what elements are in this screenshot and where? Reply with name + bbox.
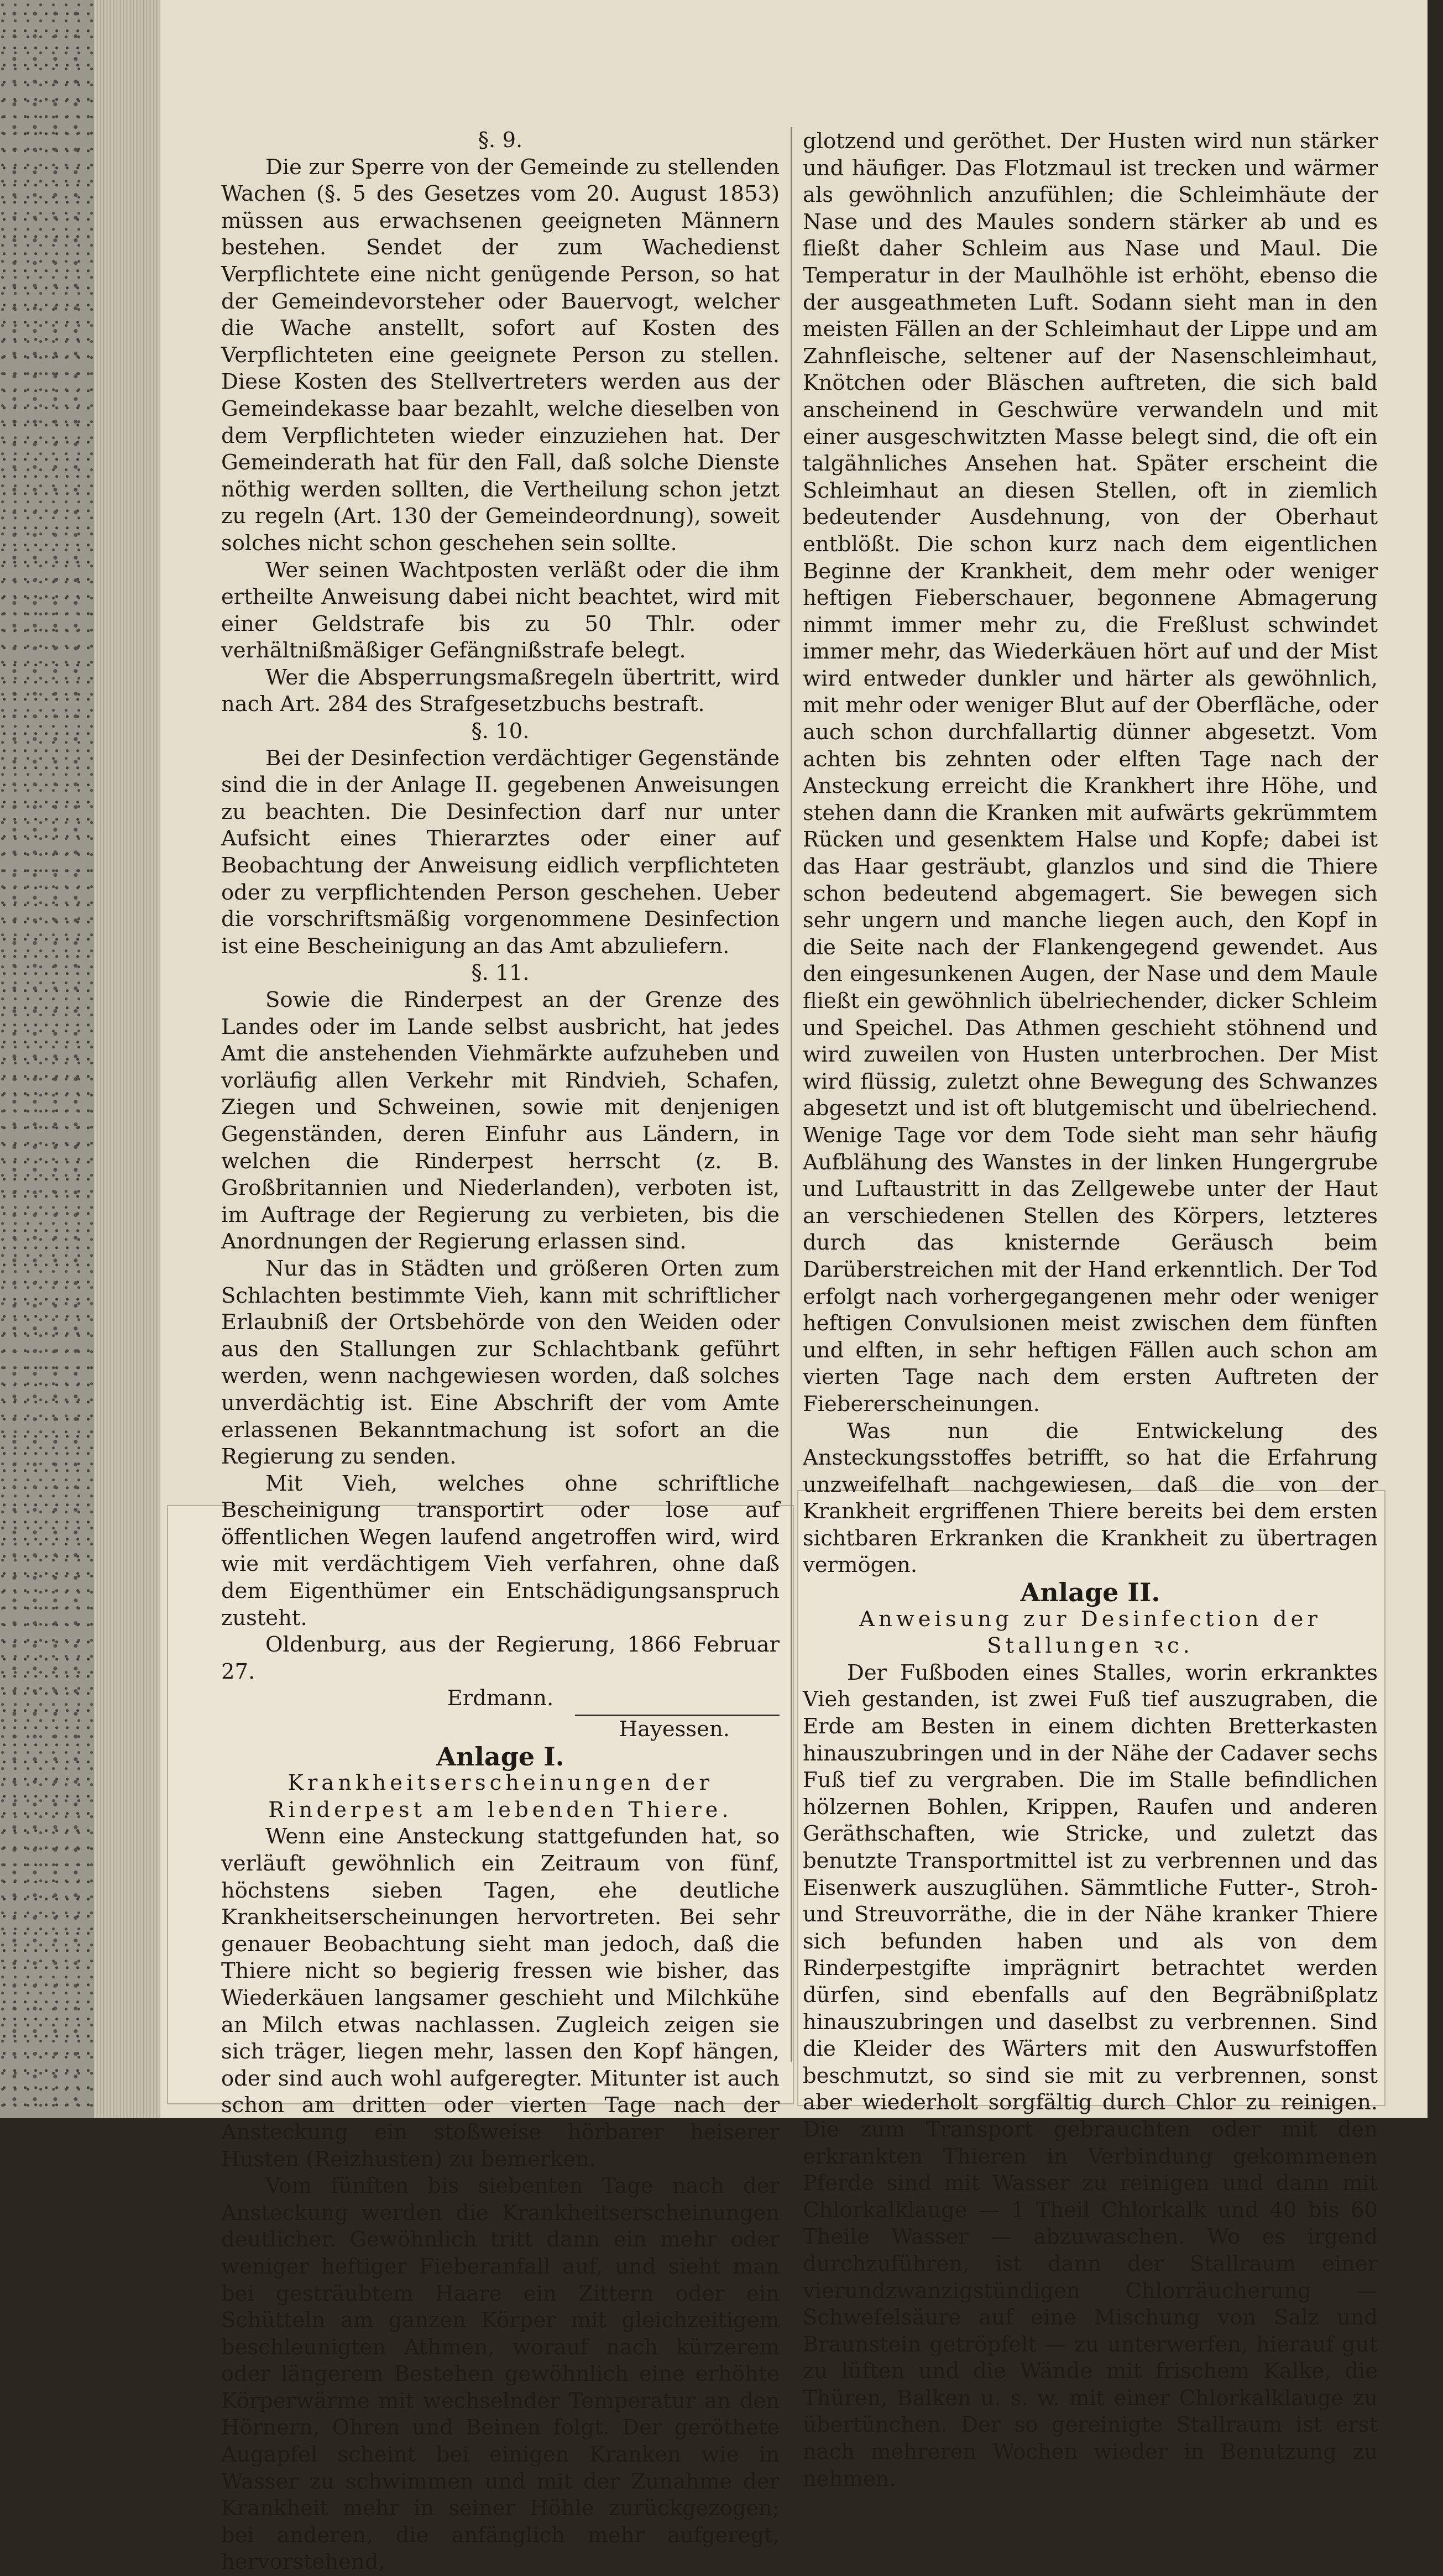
signature-erdmann: Erdmann. [447,1686,554,1711]
section-9-heading: §. 9. [478,128,523,153]
right-column [803,128,1378,2493]
column-divider [791,127,792,2062]
anlage-1-subtitle: Krankheitserscheinungen der Rinderpest am lebenden Thiere. [268,1770,733,1822]
section-11-paragraph: Sowie die Rinderpest an der Grenze des Landes oder im Lande selbst ausbricht, hat jedes Amt die anstehenden Viehmärkte aufzuheben und vorläufig allen Verkehr mit Rindvieh, Schafen, Ziegen und Schweinen, sowie mit denjenigen Gegenständen, deren Einfuhr aus Ländern, in welchen die Rinderpest herrscht (z. B. Großbritannien und Niederlanden), verboten ist, im Auftrage der Regierung zu verbieten, bis die Anordnungen der Regierung erlassen sind. [221,987,780,1255]
book-cover-edge [0,0,94,2118]
dateline: Oldenburg, aus der Regierung, 1866 Februar 27. [221,1632,780,1684]
section-11-paragraph: Nur das in Städten und größeren Orten zum Schlachten bestimmte Vieh, kann mit schriftlicher Erlaubniß der Ortsbehörde von den Weiden oder aus den Stallungen zur Schlachtbank geführt werden, wenn nachgewiesen worden, daß solches unverdächtig ist. Eine Abschrift der vom Amte erlassenen Bekanntmachung ist sofort an die Regierung zu senden. [221,1256,780,1470]
section-10-paragraph: Bei der Desinfection verdächtiger Gegenstände sind die in der Anlage II. gegebenen Anweisungen zu beachten. Die Desinfection darf nur unter Aufsicht eines Thierarztes oder einer auf Beobachtung der Anweisung eidlich verpflichteten oder zu verpflichtenden Person geschehen. Ueber die vorschriftsmäßig vorgenommene Desinfection ist eine Bescheinigung an das Amt abzuliefern. [221,745,780,959]
anlage-2-subtitle: Anweisung zur Desinfection der Stallungen ꝛc. [859,1606,1321,1659]
section-11-heading: §. 11. [471,960,530,986]
page-stack-edge [94,0,160,2118]
anlage-1-paragraph: Wenn eine Ansteckung stattgefunden hat, so verläuft gewöhnlich ein Zeitraum von fünf, höchstens sieben Tagen, ehe deutliche Krankheitserscheinungen hervortreten. Bei sehr genauer Beobachtung sieht man jedoch, daß die Thiere nicht so begierig fressen wie bisher, das Wiederkäuen langsamer geschieht und Milchkühe an Milch etwas nachlassen. Zugleich zeigen sie sich träger, liegen mehr, lassen den Kopf hängen, oder sind auch wohl aufgeregter. Mitunter ist auch schon am dritten oder vierten Tage nach der Ansteckung ein stoßweise hörbarer heiserer Husten (Reizhusten) zu bemerken. [221,1824,780,2172]
left-column [221,127,780,2576]
section-9-paragraph: Die zur Sperre von der Gemeinde zu stellenden Wachen (§. 5 des Gesetzes vom 20. August 1853) müssen aus erwachsenen geeigneten Männern bestehen. Sendet der zum Wachedienst Verpflichtete eine nicht genügende Person, so hat der Gemeindevorsteher oder Bauervogt, welcher die Wache anstellt, sofort auf Kosten des Verpflichteten eine geeignete Person zu stellen. Diese Kosten des Stellvertreters werden aus der Gemeindekasse baar bezahlt, welche dieselben von dem Verpflichteten wieder einzuziehen hat. Der Gemeinderath hat für den Fall, daß solche Dienste nöthig werden sollten, die Vertheilung schon jetzt zu regeln (Art. 130 der Gemeindeordnung), soweit solches nicht schon geschehen sein sollte. [221,154,780,556]
anlage-1-title: Anlage I. [436,1741,564,1772]
dark-margin [1428,0,1443,2118]
anlage-1-paragraph: Was nun die Entwickelung des Ansteckungsstoffes betrifft, so hat die Erfahrung unzweifelhaft nachgewiesen, daß die von der Krankheit ergriffenen Thiere bereits bei dem ersten sichtbaren Erkranken die Krankheit zu übertragen vermögen. [803,1418,1378,1578]
section-10-heading: §. 10. [471,719,530,744]
anlage-1-paragraph: Vom fünften bis siebenten Tage nach der Ansteckung werden die Krankheitserscheinungen deutlicher. Gewöhnlich tritt dann ein mehr oder weniger heftiger Fieberanfall auf, und sieht man bei gesträubtem Haare ein Zittern oder ein Schütteln am ganzen Körper mit gleichzeitigem beschleunigten Athmen, worauf nach kürzerem oder längerem Bestehen gewöhnlich eine erhöhte Körperwärme mit wechselnder Temperatur an den Hörnern, Ohren und Beinen folgt. Der geröthete Augapfel scheint bei einigen Kranken wie in Wasser zu schwimmen und mit der Zunahme der Krankheit mehr in seiner Höhle zurückgezogen; bei anderen, die anfänglich mehr aufgeregt, hervorstehend, [221,2173,780,2575]
anlage-1-continuation: glotzend und geröthet. Der Husten wird nun stärker und häufiger. Das Flotzmaul ist trecken und wärmer als gewöhnlich anzufühlen; die Schleimhäute der Nase und des Maules sondern stärker ab und es fließt daher Schleim aus Nase und Maul. Die Temperatur in der Maulhöhle ist erhöht, ebenso die der ausgeathmeten Luft. Sodann sieht man in den meisten Fällen an der Schleimhaut der Lippe und am Zahnfleische, seltener auf der Nasenschleimhaut, Knötchen oder Bläschen auftreten, die sich bald anscheinend in Geschwüre verwandeln und mit einer ausgeschwitzten Masse belegt sind, die oft ein talgähnliches Ansehen hat. Später erscheint die Schleimhaut an diesen Stellen, oft in ziemlich bedeutender Ausdehnung, von der Oberhaut entblößt. Die schon kurz nach dem eigentlichen Beginne der Krankheit, dem mehr oder weniger heftigen Fieberschauer, begonnene Abmagerung nimmt immer mehr zu, die Freßlust schwindet immer mehr, das Wiederkäuen hört auf und der Mist wird entweder dunkler und härter als gewöhnlich, mit mehr oder weniger Blut auf der Oberfläche, oder auch schon durchfallartig dünner abgesetzt. Vom achten bis zehnten oder elften Tage nach der Ansteckung erreicht die Krankhert ihre Höhe, und stehen dann die Kranken mit aufwärts gekrümmtem Rücken und gesenktem Halse und Kopfe; dabei ist das Haar gesträubt, glanzlos und sind die Thiere schon bedeutend abgemagert. Sie bewegen sich sehr ungern und manche liegen auch, den Kopf in die Seite nach der Flankengegend gewendet. Aus den eingesunkenen Augen, der Nase und dem Maule fließt ein gewöhnlich übelriechender, dicker Schleim und Speichel. Das Athmen geschieht stöhnend und wird zuweilen von Husten unterbrochen. Der Mist wird flüssig, zuletzt ohne Bewegung des Schwanzes abgesetzt und ist oft blutgemischt und übelriechend. Wenige Tage vor dem Tode sieht man sehr häufig Aufblähung des Wanstes in der linken Hungergrube und Luftaustritt in das Zellgewebe unter der Haut an verschiedenen Stellen des Körpers, letzteres durch das knisternde Geräusch beim Darüberstreichen mit der Hand erkenntlich. Der Tod erfolgt nach vorhergegangenen mehr oder weniger heftigen Convulsionen meist zwischen dem fünften und elften, in sehr heftigen Fällen auch schon am vierten Tage nach dem ersten Auftreten der Fiebererscheinungen. [803,129,1378,1417]
section-9-paragraph: Wer seinen Wachtposten verläßt oder die ihm ertheilte Anweisung dabei nicht beachtet, wird mit einer Geldstrafe bis zu 50 Thlr. oder verhältnißmäßiger Gefängnißstrafe belegt. [221,557,780,663]
section-9-paragraph: Wer die Absperrungsmaßregeln übertritt, wird nach Art. 284 des Strafgesetzbuchs bestraft. [221,665,780,717]
anlage-2-paragraph: Der Fußboden eines Stalles, worin erkranktes Vieh gestanden, ist zwei Fuß tief auszugraben, die Erde am Besten in einem dichten Bretterkasten hinauszubringen und in der Nähe der Cadaver sechs Fuß tief zu vergraben. Die im Stalle befindlichen hölzernen Bohlen, Krippen, Raufen und anderen Geräthschaften, wie Stricke, und zuletzt das benutzte Transportmittel ist zu verbrennen und das Eisenwerk auszuglühen. Sämmtliche Futter-, Stroh- und Streuvorräthe, die in der Nähe kranker Thiere sich befunden haben und als von dem Rinderpestgifte imprägnirt betrachtet werden dürfen, sind ebenfalls auf den Begräbnißplatz hinauszubringen und daselbst zu verbrennen. Sind die Kleider des Wärters mit den Auswurfstoffen beschmutzt, so sind sie mit zu verbrennen, sonst aber wiederholt sorgfältig durch Chlor zu reinigen. Die zum Transport gebrauchten oder mit den erkrankten Thieren in Verbindung gekommenen Pferde sind mit Wasser zu reinigen und dann mit Chlorkalklauge — 1 Theil Chlorkalk und 40 bis 60 Theile Wasser — abzuwaschen. Wo es irgend durchzuführen, ist dann der Stallraum einer vierundzwanzigstündigen Chlorräucherung — Schwefelsäure auf eine Mischung von Salz und Braunstein getröpfelt — zu unterwerfen, hierauf gut zu lüften und die Wände mit frischem Kalke, die Thüren, Balken u. s. w. mit einer Chlorkalklauge zu übertünchen. Der so gereinigte Stallraum ist erst nach mehreren Wochen wieder in Benutzung zu nehmen. [803,1660,1378,2491]
section-11-paragraph: Mit Vieh, welches ohne schriftliche Bescheinigung transportirt oder lose auf öffentlichen Wegen laufend angetroffen wird, wird wie mit verdächtigem Vieh verfahren, ohne daß dem Eigenthümer ein Entschädigungsanspruch zusteht. [221,1471,780,1631]
anlage-2-title: Anlage II. [1020,1577,1160,1608]
signature-hayessen: Hayessen. [619,1717,730,1742]
